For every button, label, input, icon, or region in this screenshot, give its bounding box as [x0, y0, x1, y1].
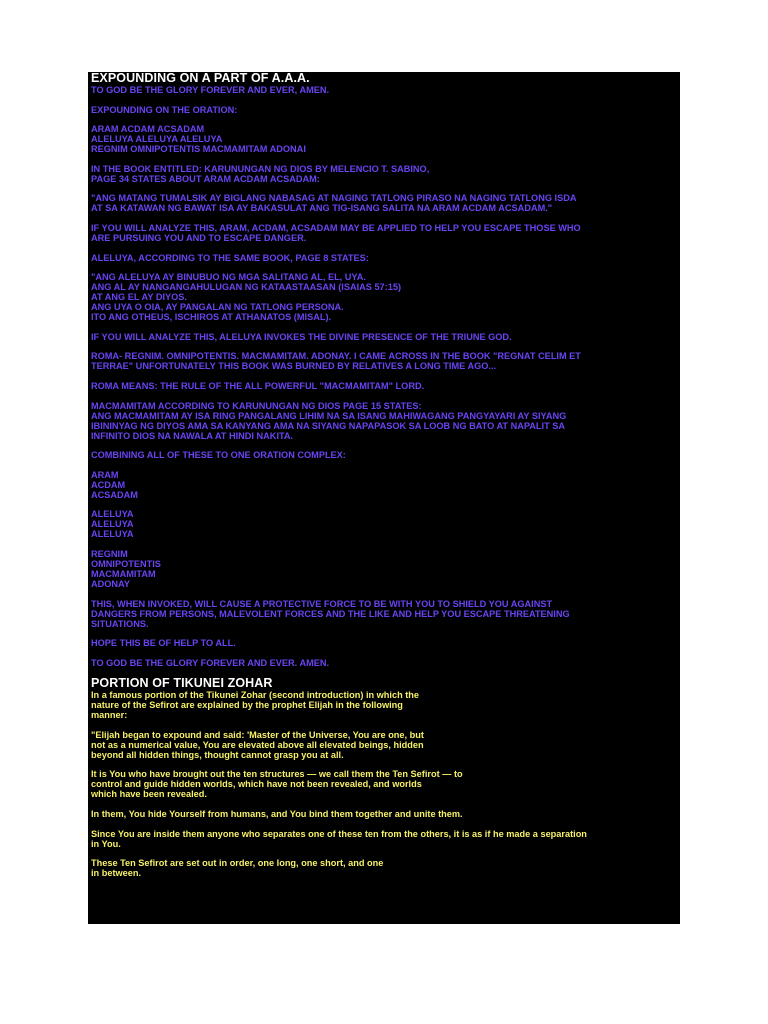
- document-page: [88, 72, 680, 924]
- paragraph: MACMAMITAM ACCORDING TO KARUNUNGAN NG DIOS PAGE 15 STATES: ANG MACMAMITAM AY ISA RING PANGALANG LIHIM NA SA ISANG MAHIWAGANG PANGYAYARI AY SIYANG IBININYAG NG DIYOS AMA SA KANYANG AMA NA SIYANG NAPAPASOK SA LOOB NG BATO AT NAPALIT SA INFINITO DIOS NA NAWALA AT HINDI NAKITA.: [91, 400, 567, 441]
- paragraph: "ANG MATANG TUMALSIK AY BIGLANG NABASAG AT NAGING TATLONG PIRASO NA NAGING TATLONG ISDA AT SA KATAWAN NG BAWAT ISA AY BAKASULAT ANG TIG-ISANG SALITA NA ARAM ACDAM ACSADAM.": [91, 193, 577, 214]
- paragraph: ROMA- REGNIM. OMNIPOTENTIS. MACMAMITAM. ADONAY. I CAME ACROSS IN THE BOOK "REGNAT CELIM ET TERRAE" UNFORTUNATELY THIS BOOK WAS BURNED BY RELATIVES A LONG TIME AGO...: [91, 351, 581, 372]
- paragraph: COMBINING ALL OF THESE TO ONE ORATION COMPLEX:: [91, 450, 346, 461]
- paragraph: TO GOD BE THE GLORY FOREVER AND EVER. AMEN.: [91, 657, 330, 668]
- paragraph: "Elijah began to expound and said: 'Master of the Universe, You are one, but not as a numerical value, You are elevated above all elevated beings, hidden beyond all hidden things, thought cannot grasp you at all.: [91, 729, 424, 760]
- paragraph: REGNIM OMNIPOTENTIS MACMAMITAM ADONAY: [91, 548, 161, 589]
- section-tikunei-zohar: [91, 690, 677, 878]
- paragraph: "ANG ALELUYA AY BINUBUO NG MGA SALITANG AL, EL, UYA. ANG AL AY NANGANGAHULUGAN NG KATAASTAASAN (ISAIAS 57:15) AT ANG EL AY DIYOS. ANG UYA O OIA, AY PANGALAN NG TATLONG PERSONA. ITO ANG OTHEUS, ISCHIROS AT ATHANATOS (MISAL).: [91, 272, 402, 323]
- paragraph: TO GOD BE THE GLORY FOREVER AND EVER, AMEN.: [91, 85, 330, 95]
- paragraph: HOPE THIS BE OF HELP TO ALL.: [91, 638, 236, 649]
- document-content: [91, 72, 677, 888]
- paragraph: ROMA MEANS: THE RULE OF THE ALL POWERFUL "MACMAMITAM" LORD.: [91, 380, 425, 391]
- paragraph: ALELUYA ALELUYA ALELUYA: [91, 509, 134, 540]
- paragraph: ARAM ACDAM ACSADAM ALELUYA ALELUYA ALELUYA REGNIM OMNIPOTENTIS MACMAMITAM ADONAI: [91, 124, 306, 155]
- section-title-tikunei-zohar: PORTION OF TIKUNEI ZOHAR: [91, 676, 273, 691]
- section-title-expounding: EXPOUNDING ON A PART OF A.A.A.: [91, 72, 310, 85]
- section-expounding: [91, 85, 677, 668]
- paragraph: IF YOU WILL ANALYZE THIS, ARAM, ACDAM, ACSADAM MAY BE APPLIED TO HELP YOU ESCAPE THOSE WHO ARE PURSUING YOU AND TO ESCAPE DANGER.: [91, 222, 581, 243]
- paragraph: ALELUYA, ACCORDING TO THE SAME BOOK, PAGE 8 STATES:: [91, 252, 369, 263]
- paragraph: IF YOU WILL ANALYZE THIS, ALELUYA INVOKES THE DIVINE PRESENCE OF THE TRIUNE GOD.: [91, 331, 512, 342]
- paragraph: In them, You hide Yourself from humans, and You bind them together and unite them.: [91, 809, 463, 820]
- paragraph: IN THE BOOK ENTITLED: KARUNUNGAN NG DIOS BY MELENCIO T. SABINO, PAGE 34 STATES ABOUT ARAM ACDAM ACSADAM:: [91, 163, 430, 184]
- paragraph: THIS, WHEN INVOKED, WILL CAUSE A PROTECTIVE FORCE TO BE WITH YOU TO SHIELD YOU AGAINST DANGERS FROM PERSONS, MALEVOLENT FORCES AND THE LIKE AND HELP YOU ESCAPE THREATENING SITUATIONS.: [91, 598, 570, 629]
- paragraph: Since You are inside them anyone who separates one of these ten from the others, it is as if he made a separation in You.: [91, 828, 587, 849]
- paragraph: These Ten Sefirot are set out in order, one long, one short, and one in between.: [91, 858, 384, 879]
- paragraph: EXPOUNDING ON THE ORATION:: [91, 104, 238, 115]
- paragraph: ARAM ACDAM ACSADAM: [91, 469, 138, 500]
- paragraph: It is You who have brought out the ten structures — we call them the Ten Sefirot — to control and guide hidden worlds, which have not been revealed, and worlds which have been revealed.: [91, 769, 463, 800]
- paragraph: In a famous portion of the Tikunei Zohar (second introduction) in which the nature of the Sefirot are explained by the prophet Elijah in the following manner:: [91, 690, 420, 721]
